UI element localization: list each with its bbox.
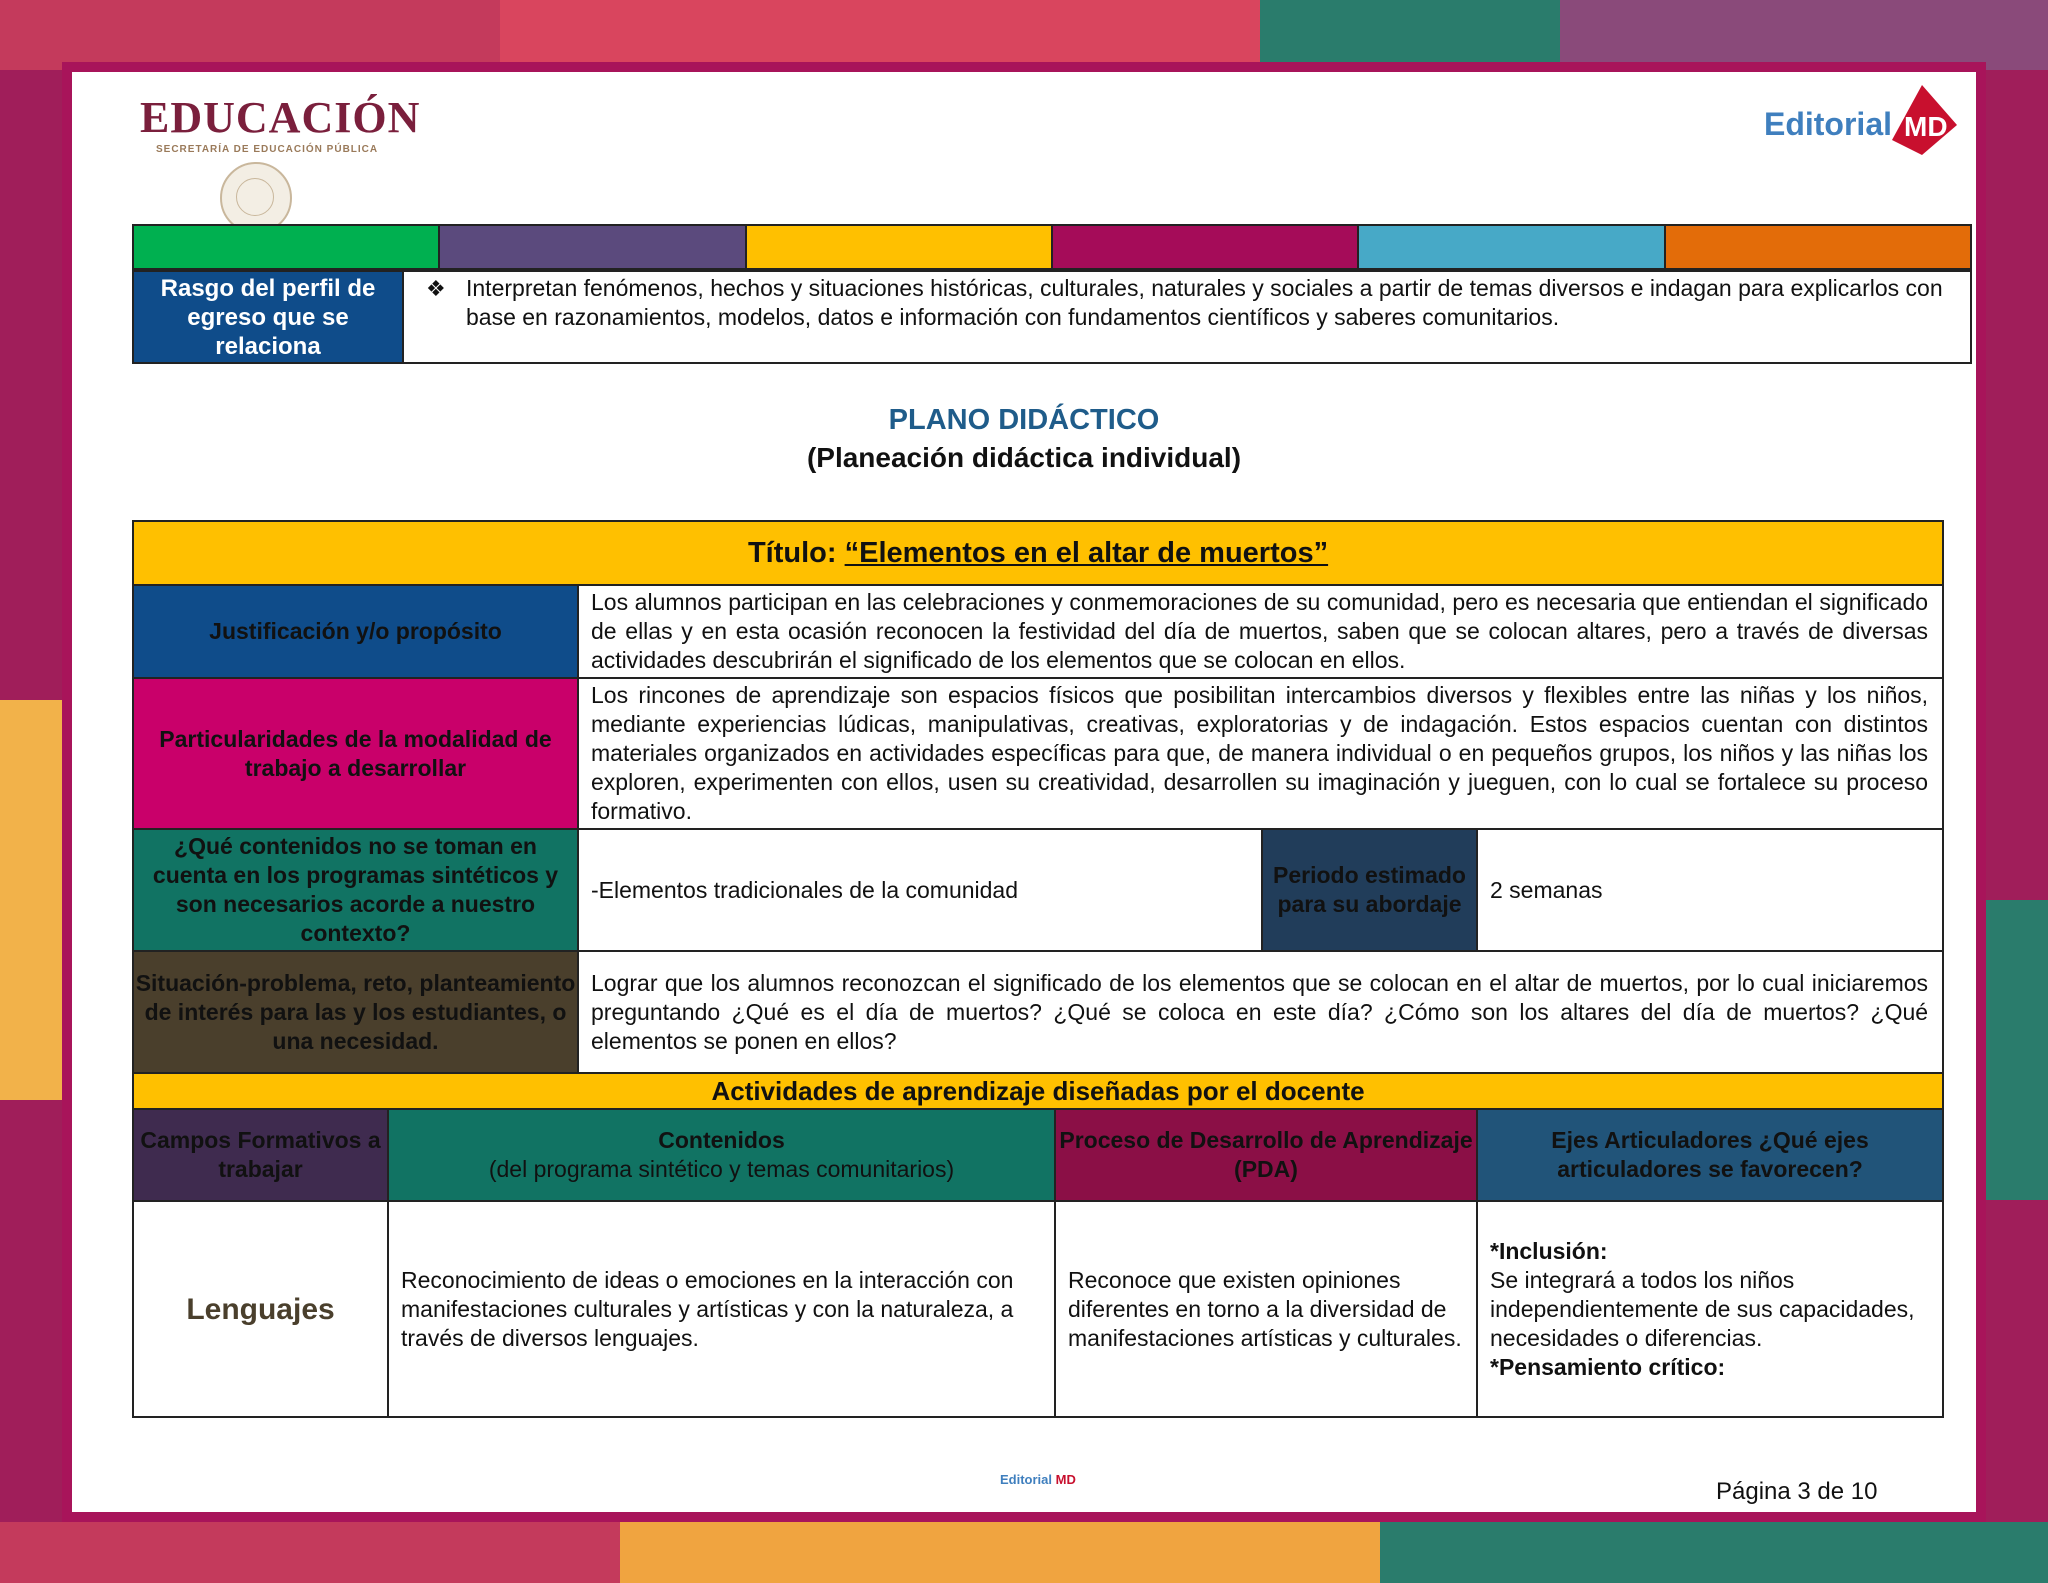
plano-title: PLANO DIDÁCTICO (888, 404, 1160, 436)
education-logo-title: EDUCACIÓN (140, 93, 421, 142)
ejes-cell (1477, 1201, 1943, 1417)
color-stripe-green (134, 226, 440, 268)
eje-inclusion-title: *Inclusión: (1490, 1237, 1608, 1264)
editorial-md-mark: MD (1904, 111, 1948, 142)
footer-editorial-logo (1000, 1472, 1076, 1487)
background-block (1560, 0, 2048, 70)
col-contenidos-subtitle: (del programa sintético y temas comunitarios) (488, 1156, 955, 1182)
contenidos-text: -Elementos tradicionales de la comunidad (578, 829, 1262, 951)
color-stripe-bar (132, 224, 1972, 270)
color-stripe-magenta (1053, 226, 1359, 268)
col-contenidos-header (388, 1109, 1055, 1201)
rasgo-text: Interpretan fenómenos, hechos y situaciones históricas, culturales, naturales y sociales a partir de temas diversos e indagan para explicarlos con base en razonamientos, modelos, datos e información con fundamentos científicos y saberes comunitarios. (466, 275, 1943, 330)
col-contenidos-title: Contenidos (658, 1127, 785, 1153)
rasgo-cell (403, 271, 1971, 363)
contenidos-label: ¿Qué contenidos no se toman en cuenta en los programas sintéticos y son necesarios acorde a nuestro contexto? (133, 829, 578, 951)
titulo-name: “Elementos en el altar de muertos” (844, 536, 1329, 569)
rasgo-label: Rasgo del perfil de egreso que se relaciona (133, 271, 403, 363)
planning-table (132, 520, 1944, 1418)
background-block (0, 700, 62, 1100)
particularidades-text: Los rincones de aprendizaje son espacios físicos que posibilitan intercambios diversos y flexibles entre las niñas y los niños, mediante experiencias lúdicas, manipulativas, creativas, exploratorias y de indagación. Estos espacios cuentan con distintos materiales organizados en actividades específicas para que, de manera individual o en pequeños grupos, los niños y las niñas los exploren, experimenten con ellos, usen su creatividad, desarrollen su imaginación y jueguen, con lo cual se fortalece su proceso formativo. (578, 678, 1943, 829)
rasgo-table (132, 270, 1972, 364)
periodo-label: Periodo estimado para su abordaje (1262, 829, 1477, 951)
titulo-prefix: Título: (747, 536, 845, 569)
background-block (0, 1522, 620, 1583)
footer-logo-text: Editorial (1000, 1472, 1053, 1487)
particularidades-label: Particularidades de la modalidad de trabajo a desarrollar (133, 678, 578, 829)
color-stripe-yellow (747, 226, 1053, 268)
background-block (0, 0, 500, 70)
background-block (1380, 1522, 2048, 1583)
plano-subtitle: (Planeación didáctica individual) (806, 442, 1242, 473)
eje-pensamiento-title: *Pensamiento crítico: (1490, 1353, 1726, 1380)
eje-inclusion-text: Se integrará a todos los niños independientemente de sus capacidades, necesidades o diferencias. (1490, 1266, 1915, 1351)
color-stripe-orange (1666, 226, 1970, 268)
pda-value: Reconoce que existen opiniones diferentes en torno a la diversidad de manifestaciones artísticas y culturales. (1055, 1201, 1477, 1417)
background-block (500, 0, 1260, 70)
background-block (620, 1522, 1380, 1583)
education-logo-subtitle: SECRETARÍA DE EDUCACIÓN PÚBLICA (156, 144, 379, 155)
justificacion-text: Los alumnos participan en las celebraciones y conmemoraciones de su comunidad, pero es necesaria que entiendan el significado de ellas y en esta ocasión reconocen la festividad del día de muertos, saben que se colocan altares, pero a través de diversas actividades descubrirán el significado de los elementos que se colocan en ellos. (578, 585, 1943, 678)
background-block (1260, 0, 1560, 70)
justificacion-label: Justificación y/o propósito (133, 585, 578, 678)
col-ejes-header: Ejes Articuladores ¿Qué ejes articuladores se favorecen? (1477, 1109, 1943, 1201)
color-stripe-purple (440, 226, 746, 268)
color-stripe-cyan (1359, 226, 1665, 268)
situacion-text: Lograr que los alumnos reconozcan el significado de los elementos que se colocan en el altar de muertos, por lo cual iniciaremos preguntando ¿Qué es el día de muertos? ¿Qué se coloca en este día? ¿Cómo son los altares del día de muertos? ¿Qué elementos se ponen en ellos? (578, 951, 1943, 1073)
col-pda-header: Proceso de Desarrollo de Aprendizaje (PDA) (1055, 1109, 1477, 1201)
titulo-cell (133, 521, 1943, 585)
page-number: Página 3 de 10 (1716, 1478, 1878, 1505)
actividades-header: Actividades de aprendizaje diseñadas por el docente (133, 1073, 1943, 1109)
periodo-value: 2 semanas (1477, 829, 1943, 951)
national-seal-inner (236, 178, 274, 216)
editorial-md-logo-icon (1882, 80, 1962, 160)
document-page (62, 62, 1986, 1522)
contenido-value: Reconocimiento de ideas o emociones en la interacción con manifestaciones culturales y artísticas y con la naturaleza, a través de diversos lenguajes. (388, 1201, 1055, 1417)
editorial-logo: Editorial (1763, 106, 1892, 142)
background-block (1986, 900, 2048, 1200)
footer-logo-mark: MD (1055, 1472, 1076, 1487)
situacion-label: Situación-problema, reto, planteamiento de interés para las y los estudiantes, o una necesidad. (133, 951, 578, 1073)
campo-value: Lenguajes (133, 1201, 388, 1417)
diamond-bullet-icon: ❖ (426, 276, 446, 301)
col-campos-header: Campos Formativos a trabajar (133, 1109, 388, 1201)
